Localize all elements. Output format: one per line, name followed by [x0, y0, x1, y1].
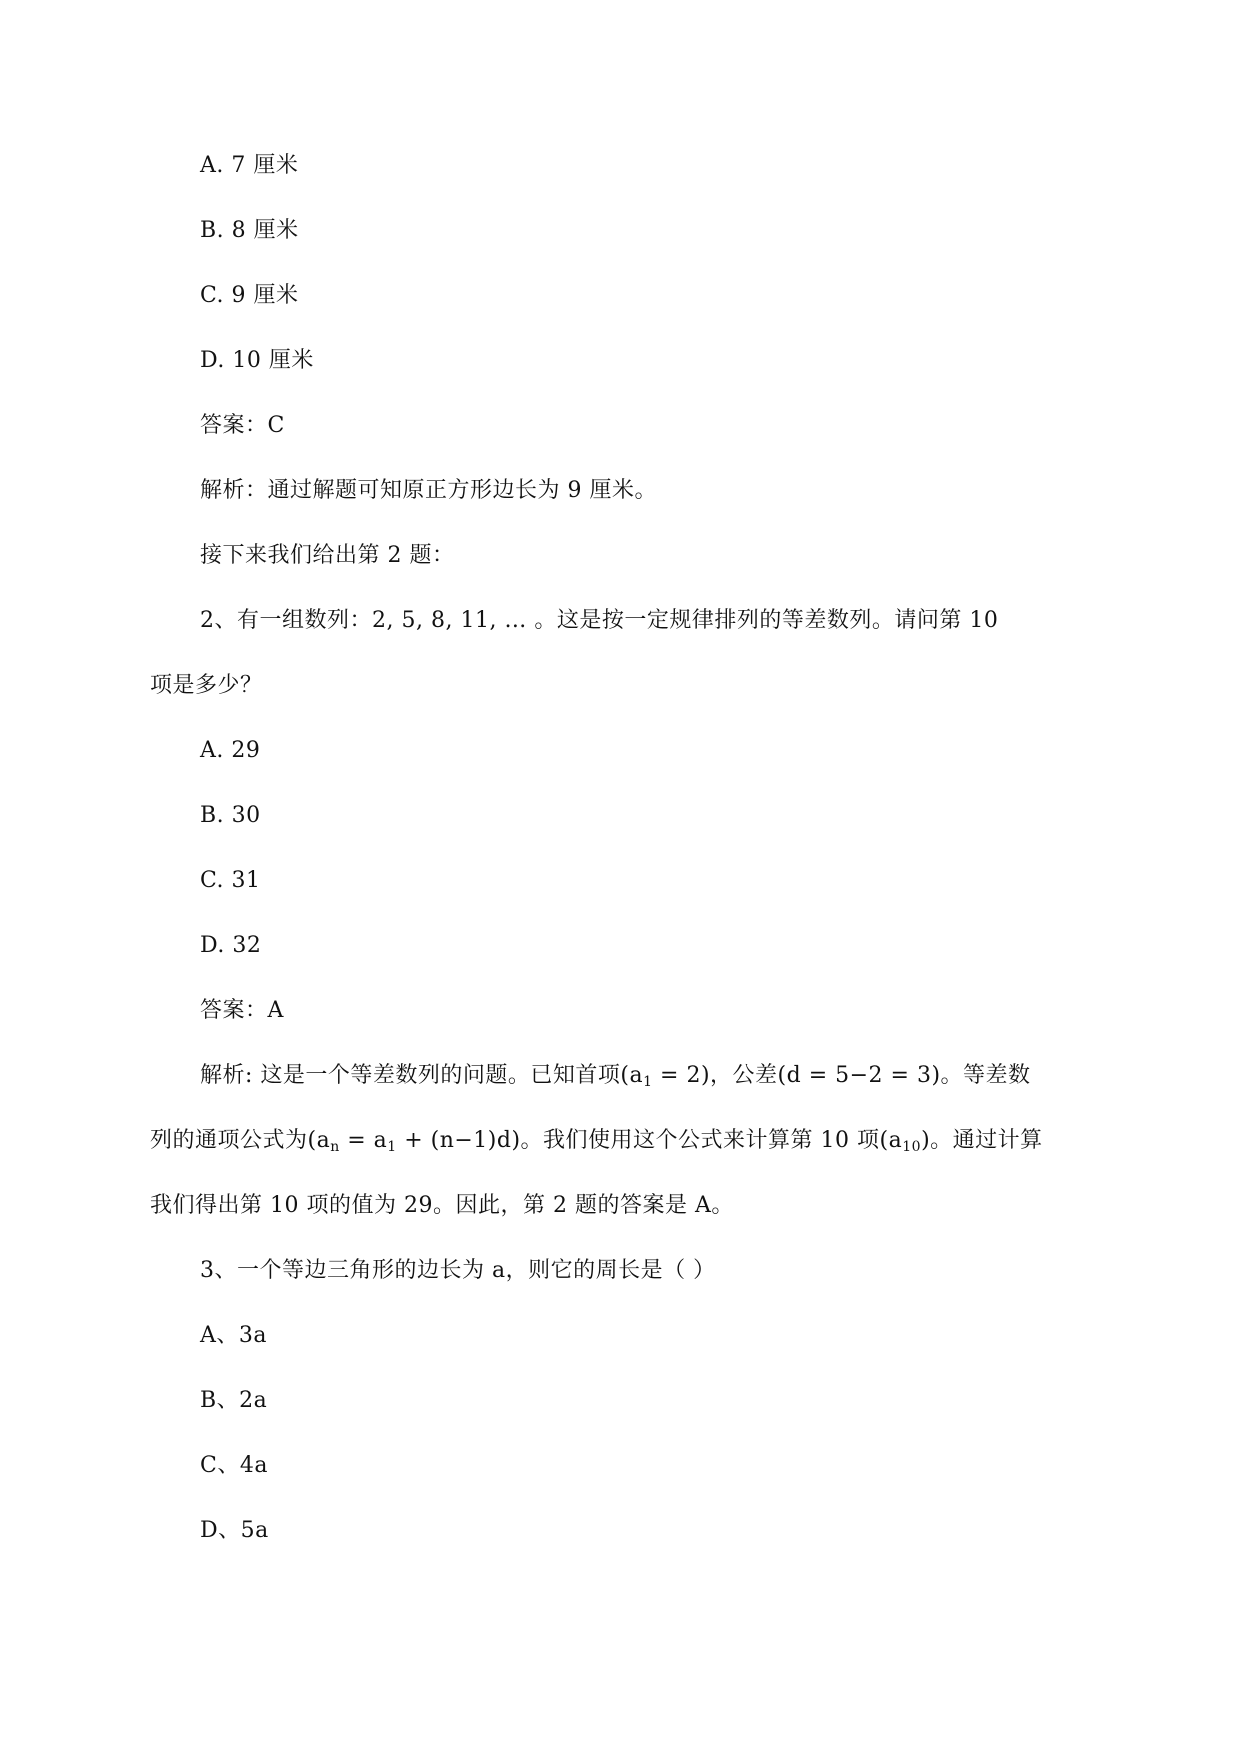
q2-analysis-text: = 2)，公差(d = 5−2 = 3)。等差数 [652, 1063, 1031, 1088]
q2-analysis-text: = a [339, 1128, 388, 1153]
q2-analysis-line3: 我们得出第 10 项的值为 29。因此，第 2 题的答案是 A。 [150, 1193, 734, 1218]
q2-analysis-text: + (n−1)d)。我们使用这个公式来计算第 10 项(a [396, 1128, 903, 1153]
q3-option-a: A、3a [200, 1323, 268, 1348]
q2-answer: 答案：A [200, 998, 284, 1023]
q3-option-c: C、4a [200, 1453, 268, 1478]
q1-option-c: C. 9 厘米 [200, 283, 299, 308]
q3-stem: 3、一个等边三角形的边长为 a，则它的周长是（ ） [200, 1258, 716, 1283]
q1-analysis: 解析：通过解题可知原正方形边长为 9 厘米。 [200, 478, 657, 503]
q2-option-c: C. 31 [200, 868, 261, 893]
q2-option-a: A. 29 [200, 738, 261, 763]
subscript: 1 [387, 1139, 397, 1155]
q2-analysis-text: 列的通项公式为(a [150, 1128, 331, 1153]
q3-option-d: D、5a [200, 1518, 269, 1543]
transition-text: 接下来我们给出第 2 题： [200, 543, 455, 568]
q1-answer: 答案：C [200, 413, 285, 438]
subscript: 1 [643, 1074, 653, 1090]
q2-analysis-line2 [150, 1125, 1043, 1157]
q2-option-d: D. 32 [200, 933, 262, 958]
q2-stem-line2: 项是多少？ [150, 673, 263, 698]
subscript: 10 [902, 1139, 922, 1155]
q2-analysis-text: 解析: 这是一个等差数列的问题。已知首项(a [200, 1063, 644, 1088]
q2-option-b: B. 30 [200, 803, 261, 828]
q1-option-d: D. 10 厘米 [200, 348, 314, 373]
q1-option-a: A. 7 厘米 [200, 153, 299, 178]
q2-analysis-text: )。通过计算 [921, 1128, 1043, 1153]
subscript: n [330, 1139, 340, 1155]
q2-analysis-line1 [200, 1060, 1031, 1092]
q1-option-b: B. 8 厘米 [200, 218, 299, 243]
q3-option-b: B、2a [200, 1388, 268, 1413]
q2-stem-line1: 2、有一组数列：2, 5, 8, 11, … 。这是按一定规律排列的等差数列。请问第 10 [200, 608, 999, 633]
